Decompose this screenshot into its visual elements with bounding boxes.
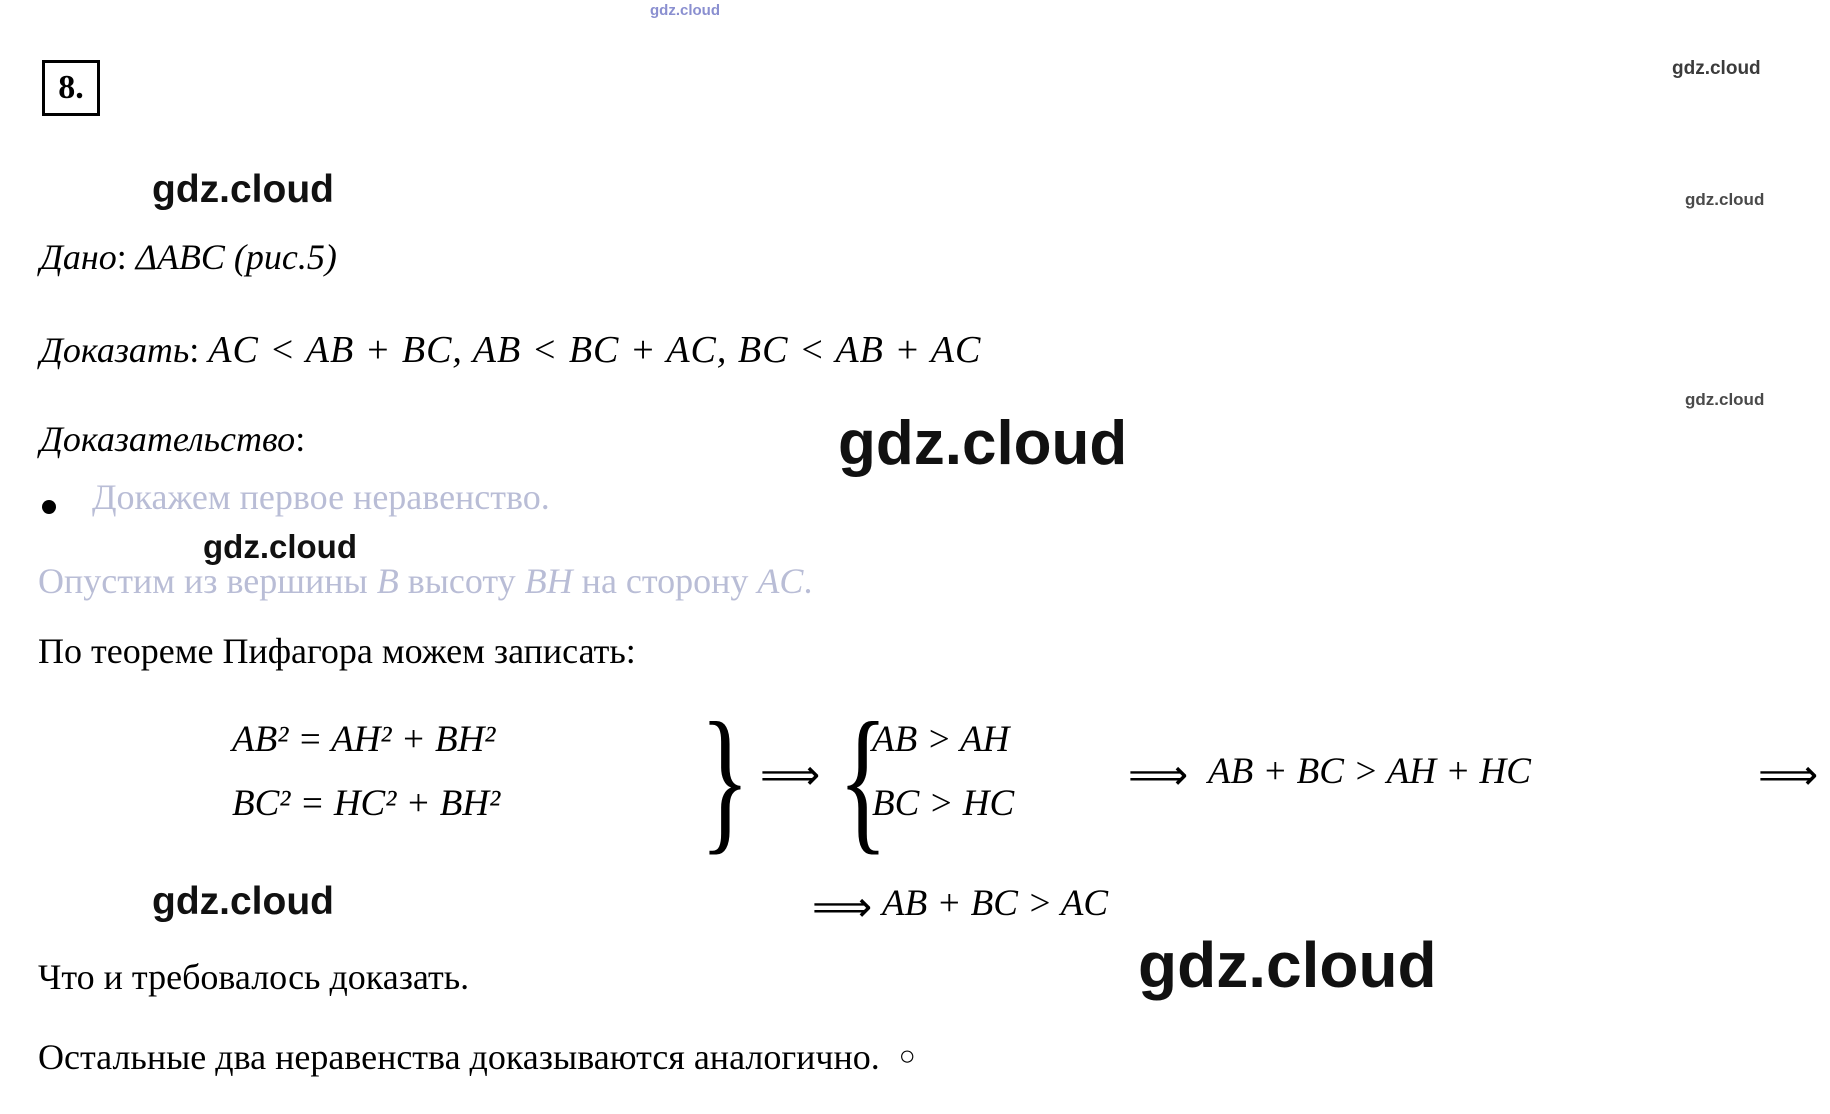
given-label: Дано [40,237,117,277]
proof-step-1: Докажем первое неравенство. [92,477,550,517]
right-brace-group-1: } [700,690,750,869]
problem-number-box [42,60,100,116]
step2-f: AC [757,561,804,601]
end-mark: ○ [898,1041,916,1072]
equation-2-text: BC² = HC² + BH² [232,783,501,824]
proof-label-line: Доказательство: [40,419,306,459]
left-brace-group-2: { [838,690,888,869]
result-1: AB + BC > AH + HC [1208,751,1531,792]
step2-c: высоту [398,561,525,601]
remainder-text: Остальные два неравенства доказываются аналогично. [38,1037,880,1077]
equation-1 [232,718,495,761]
prove-value: AC < AB + BC, AB < BC + AC, BC < AB + AC [208,329,982,371]
watermark-body-1: gdz.cloud [152,168,334,211]
prove-label: Доказать [40,330,190,370]
step2-e: на сторону [572,561,758,601]
watermark-body-3: gdz.cloud [203,528,357,565]
remainder-line [38,1038,916,1078]
implies-4: ⟹ [812,885,873,931]
result-2: AB + BC > AC [882,883,1109,924]
watermark-right-1: gdz.cloud [1672,58,1761,79]
implies-1: ⟹ [760,753,821,799]
implies-2: ⟹ [1128,753,1189,799]
implies-3: ⟹ [1758,753,1819,799]
proof-step-2 [38,562,812,602]
proof-label: Доказательство [40,419,296,459]
watermark-top: gdz.cloud [650,2,720,19]
prove-line: Доказать: AC < AB + BC, AB < BC + AC, BC < AB + AC [40,329,982,371]
equation-2 [232,782,500,825]
watermark-body-5: gdz.cloud [1138,929,1437,1001]
given-line: Дано: ΔABC (рис.5) [40,237,337,277]
step2-b: B [376,561,399,601]
bullet-icon [42,500,56,514]
conclusion-line: Что и требовалось доказать. [38,957,470,997]
watermark-right-2: gdz.cloud [1685,190,1765,209]
given-value: ΔABC (рис.5) [135,237,337,277]
step2-g: . [803,561,813,601]
watermark-body-2: gdz.cloud [838,409,1128,478]
watermark-right-3: gdz.cloud [1685,390,1765,409]
proof-step-3: По теореме Пифагора можем записать: [38,631,636,671]
step2-d: BH [524,561,573,601]
problem-number: 8. [58,69,84,106]
step2-a: Опустим из вершины [38,561,377,601]
watermark-body-4: gdz.cloud [152,880,334,923]
inequality-1: AB > AH [872,719,1010,760]
inequality-2: BC > HC [872,783,1015,824]
equation-1-text: AB² = AH² + BH² [232,719,496,760]
